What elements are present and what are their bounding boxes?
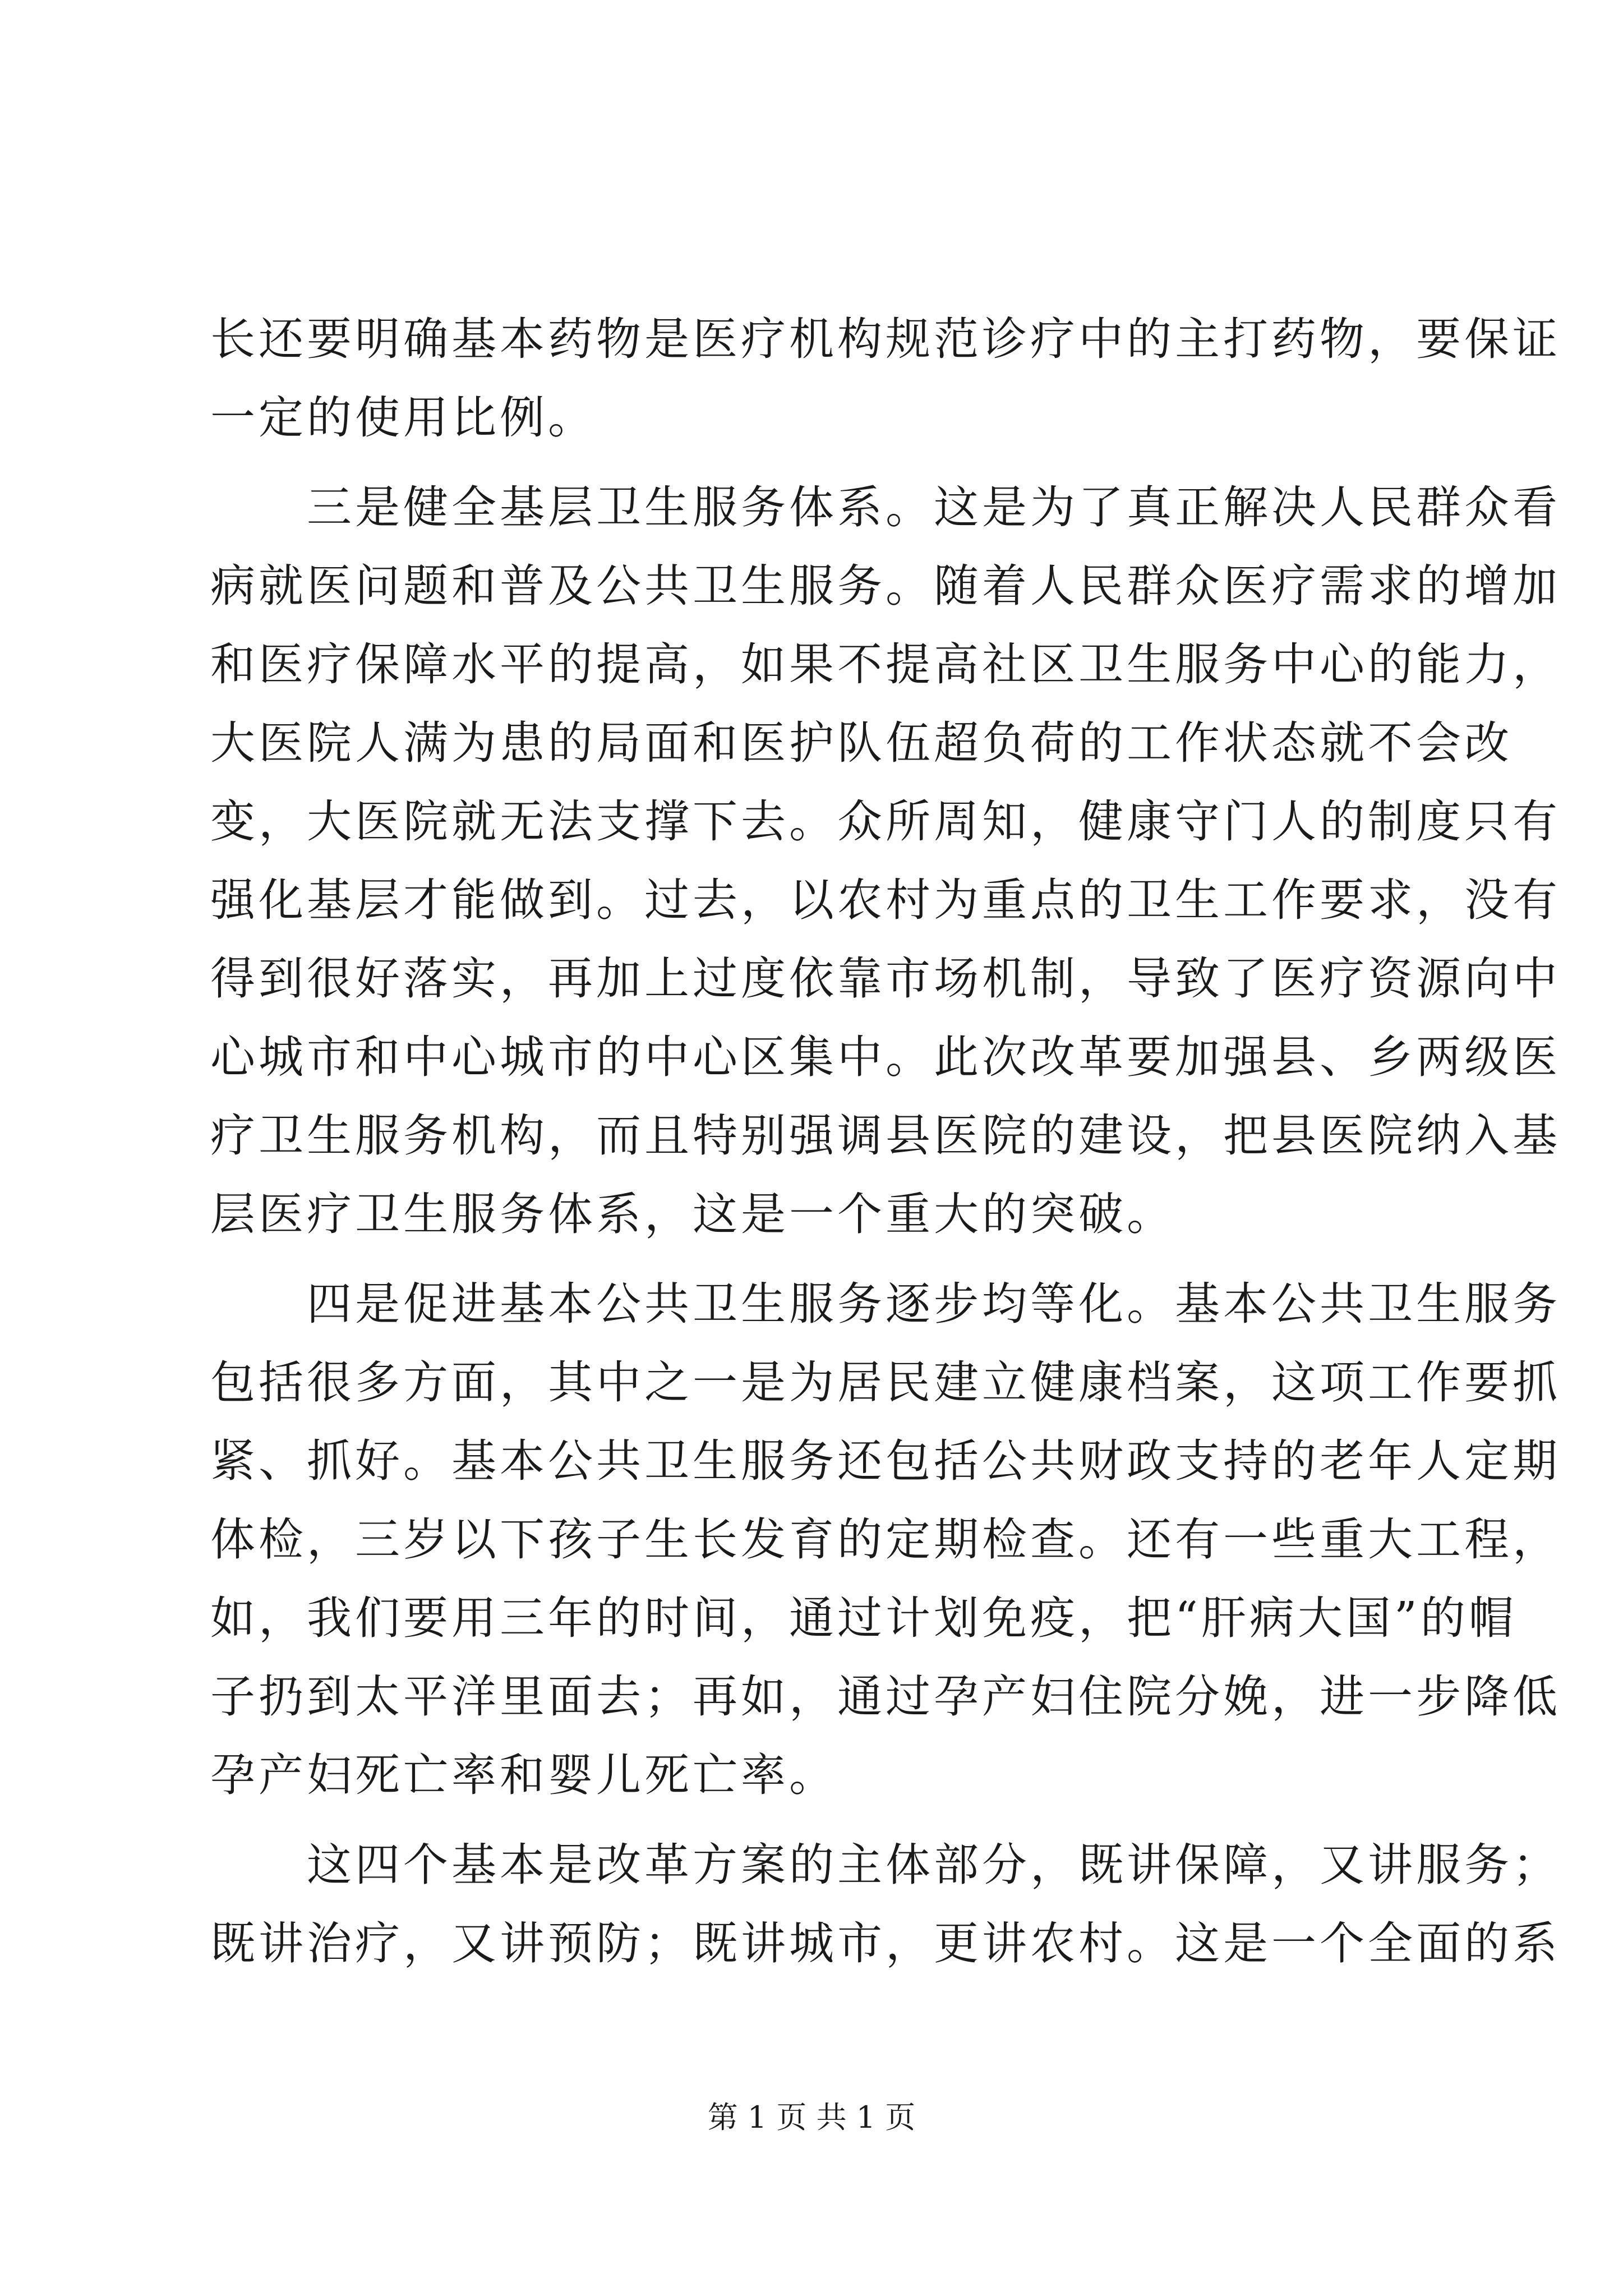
text-line: 紧、抓好。基本公共卫生服务还包括公共财政支持的老年人定期	[210, 1435, 1561, 1487]
text-line: 强化基层才能做到。过去，以农村为重点的卫生工作要求，没有	[210, 874, 1561, 926]
text-line: 既讲治疗，又讲预防；既讲城市，更讲农村。这是一个全面的系	[210, 1917, 1561, 1970]
document-body	[210, 300, 1561, 1983]
text-line: 变，大医院就无法支撑下去。众所周知，健康守门人的制度只有	[210, 795, 1561, 848]
text-line: 长还要明确基本药物是医疗机构规范诊疗中的主打药物，要保证	[210, 313, 1561, 365]
paragraph-start-line: 三是健全基层卫生服务体系。这是为了真正解决人民群众看	[210, 481, 1561, 533]
text-line: 得到很好落实，再加上过度依靠市场机制，导致了医疗资源向中	[210, 953, 1561, 1005]
text-line: 孕产妇死亡率和婴儿死亡率。	[210, 1749, 837, 1801]
text-line: 包括很多方面，其中之一是为居民建立健康档案，这项工作要抓	[210, 1356, 1561, 1409]
paragraph-start-line: 这四个基本是改革方案的主体部分，既讲保障，又讲服务；	[210, 1839, 1561, 1891]
text-line: 和医疗保障水平的提高，如果不提高社区卫生服务中心的能力，	[210, 638, 1561, 691]
text-line: 大医院人满为患的局面和医护队伍超负荷的工作状态就不会改	[210, 717, 1513, 769]
text-line: 子扔到太平洋里面去；再如，通过孕产妇住院分娩，进一步降低	[210, 1671, 1561, 1723]
text-line: 心城市和中心城市的中心区集中。此次改革要加强县、乡两级医	[210, 1031, 1561, 1083]
text-line: 如，我们要用三年的时间，通过计划免疫，把“肝病大国”的帽	[210, 1592, 1517, 1644]
text-line: 体检，三岁以下孩子生长发育的定期检查。还有一些重大工程，	[210, 1513, 1561, 1566]
text-line: 一定的使用比例。	[210, 392, 596, 444]
paragraph-start-line: 四是促进基本公共卫生服务逐步均等化。基本公共卫生服务	[210, 1278, 1561, 1330]
text-line: 疗卫生服务机构，而且特别强调县医院的建设，把县医院纳入基	[210, 1110, 1561, 1162]
page-number: 第 1 页 共 1 页	[707, 2100, 916, 2135]
text-line: 层医疗卫生服务体系，这是一个重大的突破。	[210, 1188, 1175, 1240]
text-line: 病就医问题和普及公共卫生服务。随着人民群众医疗需求的增加	[210, 560, 1561, 612]
page-footer	[0, 2098, 1623, 2137]
